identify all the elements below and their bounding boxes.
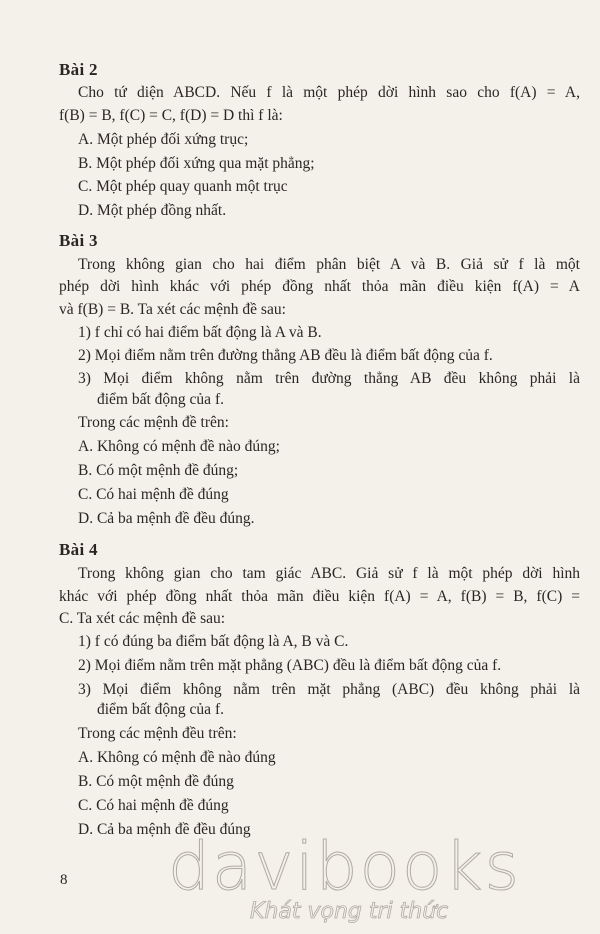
exercise-2-heading: Bài 2 (59, 60, 98, 79)
exercise-4-option-d: D. Cả ba mệnh đề đều đúng (78, 821, 251, 838)
exercise-4-option-b: B. Có một mệnh đề đúng (78, 773, 234, 790)
exercise-3-option-a: A. Không có mệnh đề nào đúng; (78, 438, 280, 455)
page-number: 8 (60, 872, 68, 888)
watermark-brand: davibooks (168, 828, 521, 905)
exercise-2-option-b: B. Một phép đối xứng qua mặt phẳng; (78, 155, 315, 172)
exercise-3-intro: Trong các mệnh đề trên: (78, 414, 229, 431)
exercise-4-statement-3-cont: điểm bất động của f. (97, 701, 224, 718)
exercise-3-heading: Bài 3 (59, 231, 98, 250)
exercise-4-statement-2: 2) Mọi điểm nằm trên mặt phẳng (ABC) đều là điểm bất động của f. (78, 657, 502, 674)
exercise-2-option-a: A. Một phép đối xứng trục; (78, 131, 249, 148)
watermark-tagline: Khát vọng tri thức (250, 899, 449, 924)
exercise-4-text-line-1: Trong không gian cho tam giác ABC. Giả sử f là một phép dời hình (78, 565, 580, 582)
exercise-2-text-line-1: Cho tứ diện ABCD. Nếu f là một phép dời hình sao cho f(A) = A, (78, 84, 580, 101)
exercise-4-heading: Bài 4 (59, 540, 98, 559)
exercise-3-text-line-2: phép dời hình khác với phép đồng nhất thỏa mãn điều kiện f(A) = A (59, 278, 580, 295)
exercise-3-option-c: C. Có hai mệnh đề đúng (78, 486, 229, 503)
exercise-4-text-line-3: C. Ta xét các mệnh đề sau: (59, 610, 226, 627)
exercise-3-option-d: D. Cả ba mệnh đề đều đúng. (78, 510, 255, 527)
exercise-4-option-a: A. Không có mệnh đề nào đúng (78, 749, 276, 766)
exercise-3-statement-3: 3) Mọi điểm không nằm trên đường thẳng AB đều không phải là (78, 370, 580, 387)
exercise-3-statement-2: 2) Mọi điểm nằm trên đường thẳng AB đều là điểm bất động của f. (78, 347, 493, 364)
exercise-3-text-line-1: Trong không gian cho hai điểm phân biệt A và B. Giả sử f là một (78, 256, 580, 273)
exercise-3-text-line-3: và f(B) = B. Ta xét các mệnh đề sau: (59, 301, 286, 318)
exercise-3-statement-1: 1) f chỉ có hai điểm bất động là A và B. (78, 324, 322, 341)
exercise-3-statement-3-cont: điểm bất động của f. (97, 391, 224, 408)
exercise-3-option-b: B. Có một mệnh đề đúng; (78, 462, 239, 479)
exercise-2-option-c: C. Một phép quay quanh một trục (78, 178, 288, 195)
exercise-4-option-c: C. Có hai mệnh đề đúng (78, 797, 229, 814)
exercise-2-text-line-2: f(B) = B, f(C) = C, f(D) = D thì f là: (59, 107, 283, 124)
exercise-4-text-line-2: khác với phép đồng nhất thỏa mãn điều kiện f(A) = A, f(B) = B, f(C) = (59, 588, 580, 605)
exercise-4-statement-1: 1) f có đúng ba điểm bất động là A, B và C. (78, 633, 349, 650)
exercise-2-option-d: D. Một phép đồng nhất. (78, 202, 227, 219)
exercise-4-intro: Trong các mệnh đều trên: (78, 725, 237, 742)
exercise-4-statement-3: 3) Mọi điểm không nằm trên mặt phẳng (ABC) đều không phải là (78, 681, 580, 698)
